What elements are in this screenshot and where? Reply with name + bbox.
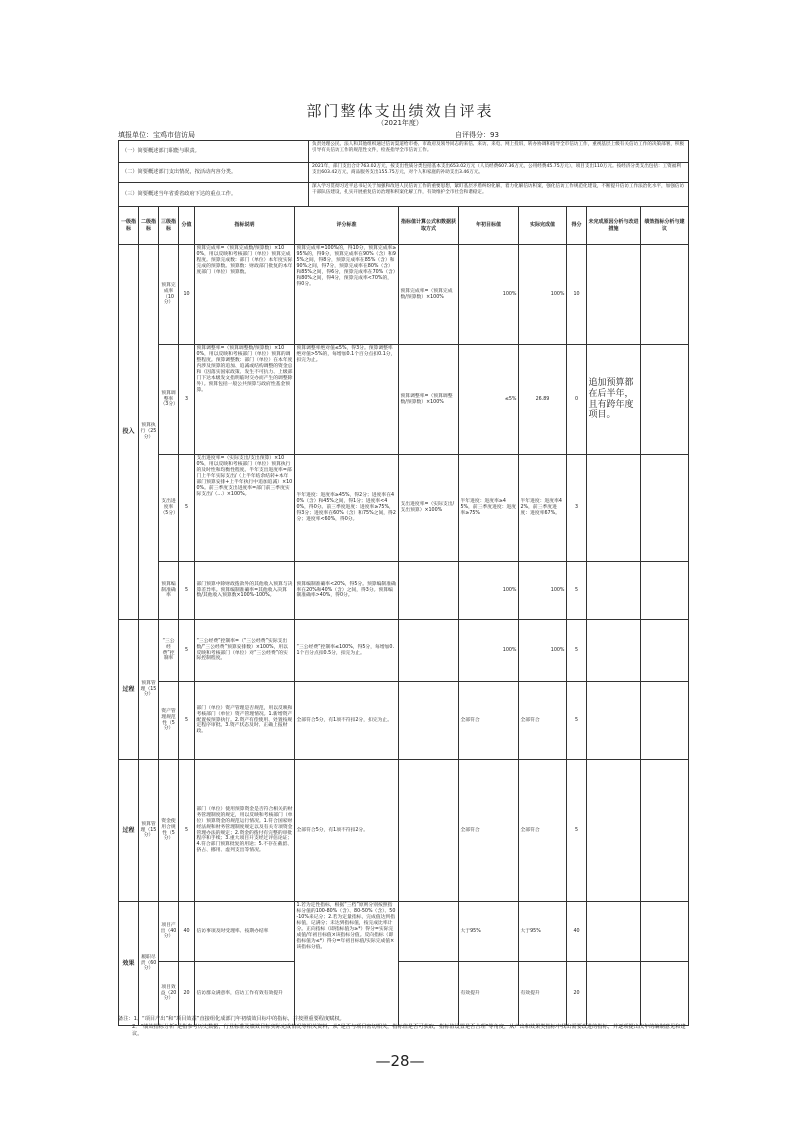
l3-cell: 项目产出（40分） xyxy=(159,902,179,962)
l1-cell-process: 过程 xyxy=(119,620,139,760)
l3-cell: “三公经费”控制率 xyxy=(159,620,179,682)
l2-cell-budget-mgmt-2: 预算管理（15分） xyxy=(139,760,159,902)
table-row xyxy=(119,245,689,345)
actual-cell: 全部符合 xyxy=(519,760,567,902)
score-cell: 5 xyxy=(179,562,195,620)
desc-cell: 预算调整率=（预算调整数/预算数）×100%，用以反映和考核部门（单位）预算的调整程度。预算调整数：部门（单位）在本年度内涉及预算的追加、追减或结构调整的资金总和（因落实国家政策、发生不可抗力、上级部门下达本级发文指明临时交办而产生的调整除外）。预算包括一般公共预算与政府性基金预算。 xyxy=(195,345,295,455)
desc-cell: “三公经费”控制率=（“三公经费”实际支出数/“三公经费”预算安排数）×100%，用以反映和考核部门（单位）对“三公经费”的实际控制程度。 xyxy=(195,620,295,682)
target-cell: 大于95% xyxy=(459,902,519,962)
l1-cell-process-2: 过程 xyxy=(119,760,139,902)
formula-cell xyxy=(399,902,459,962)
suggest-cell xyxy=(641,345,689,455)
got-cell: 5 xyxy=(567,760,587,902)
criteria-cell: 全部符合5分，有1项不符扣2分，扣完为止。 xyxy=(295,682,399,760)
unit-label: 填报单位：宝鸡市信访局 xyxy=(118,131,195,139)
got-cell: 5 xyxy=(567,620,587,682)
intro-answer: 负责处理公民、法人和其他组织通过信访渠道给市委、市政府及领导同志的来信、来访、来电、网上投诉，转办协调和指导全市信访工作，重视基层上级有关信访工作的决策部署，积极引导有关信访工作的规范性文件，检查指导全市信访工作。 xyxy=(309,141,689,163)
criteria-cell: “三公经费”控制率≤100%，得5分，每增加0.1个百分点扣0.5分，扣完为止。 xyxy=(295,620,399,682)
suggest-cell xyxy=(641,902,689,962)
reason-cell xyxy=(587,455,641,562)
reason-cell: 追加预算都在后半年，且有跨年度项目。 xyxy=(587,345,641,455)
footnote-2: 2．“绩效指标分析”是指参考历史数据，行业标准及绩效目标实际完成情况等相关资料，从“是否与项目密切相关，指标值是否可获取，指标值设置是否合理”等角度，从产出和效果类指标中找出需要改进的指标，并逐项提出次年的编制意见和建议。 xyxy=(132,1023,686,1038)
got-cell: 10 xyxy=(567,245,587,345)
reason-cell xyxy=(587,760,641,902)
target-cell: 全部符合 xyxy=(459,682,519,760)
score-cell: 10 xyxy=(179,245,195,345)
col-header-desc: 指标说明 xyxy=(195,207,295,245)
page-number: —28— xyxy=(375,1052,425,1070)
evaluation-table xyxy=(118,206,689,1026)
reason-cell xyxy=(587,245,641,345)
reason-cell xyxy=(587,682,641,760)
table-row xyxy=(119,682,689,760)
desc-cell: 信访群众满意率，信访工作有效有效提升 xyxy=(195,962,295,1026)
suggest-cell xyxy=(641,455,689,562)
formula-cell: 预算调整率=（预算调整数/预算数）×100% xyxy=(399,345,459,455)
table-row xyxy=(119,760,689,902)
got-cell: 5 xyxy=(567,682,587,760)
got-cell: 5 xyxy=(567,562,587,620)
score-label: 自评得分：93 xyxy=(455,131,499,139)
target-cell: 100% xyxy=(459,245,519,345)
table-header-row xyxy=(119,207,689,245)
l1-cell-input: 投入 xyxy=(119,245,139,620)
l2-cell-budget-mgmt: 预算管理（15分） xyxy=(139,620,159,760)
got-cell: 40 xyxy=(567,902,587,962)
score-cell: 5 xyxy=(179,620,195,682)
actual-cell: 大于95% xyxy=(519,902,567,962)
l3-cell: 资产管理规范性（5分） xyxy=(159,682,179,760)
desc-cell: 预算完成率=（预算完成数/预算数）×100%，用以反映和考核部门（单位）预算完成程度。预算完成数：部门（单位）本年度实际完成的预算数。预算数：财政部门批复的本年度部门（单位）预算数。 xyxy=(195,245,295,345)
l3-cell: 资金使用合规性（5分） xyxy=(159,760,179,902)
col-header-l1: 一级指标 xyxy=(119,207,139,245)
criteria-cell: 预算编制准确率<20%，得5分。预算编制准确率在20%和40%（含）之间，得3分。预算编制准确率>40%，得0分。 xyxy=(295,562,399,620)
got-cell: 20 xyxy=(567,962,587,1026)
suggest-cell xyxy=(641,682,689,760)
table-row xyxy=(119,455,689,562)
suggest-cell xyxy=(641,620,689,682)
col-header-score: 分值 xyxy=(179,207,195,245)
target-cell: 全部符合 xyxy=(459,760,519,902)
table-row xyxy=(119,902,689,962)
score-cell: 40 xyxy=(179,902,195,962)
criteria-cell: 1.若为定性指标，根据“三档”原则分别按照指标分值的100-80%（含）、80-50%（含）、50-10%来记分；2.若为定量指标，完成值达到指标值，记满分；未达到指标值，按完成比率计分。正向指标（即指标值为≥*）得分=实际完成值/年初目标值×该指标分值。反向指标（即指标值为≤*）得分=年初目标值/实际完成值×该指标分值。 xyxy=(295,902,399,1026)
intro-row xyxy=(119,141,689,163)
l2-cell-duty: 履职尽责（60分） xyxy=(139,902,159,1026)
col-header-got: 得分 xyxy=(567,207,587,245)
col-header-criteria: 评分标准 xyxy=(295,207,399,245)
criteria-cell: 预算调整率绝对值≤5%，得3分。预算调整率绝对值>5%的，每增加0.1个百分点扣0.1分，扣完为止。 xyxy=(295,345,399,455)
score-cell: 5 xyxy=(179,455,195,562)
formula-cell: 支出进度率=（实际支出/支出预算）×100% xyxy=(399,455,459,562)
col-header-target: 年初目标值 xyxy=(459,207,519,245)
doc-subtitle: （2021年度） xyxy=(377,119,423,127)
actual-cell: 全部符合 xyxy=(519,682,567,760)
score-cell: 20 xyxy=(179,962,195,1026)
desc-cell: 支出进度率=（实际支出/支出预算）×100%，用以反映和考核部门（单位）预算执行的及时性和均衡性程度。半年支出进度率=部门上半年实际支出/（上半年结余结转+本年部门预算安排+上半年执行中追加追减）×100%。前三季度支出进度率=部门前三季度实际支出/（…）×100%。 xyxy=(195,455,295,562)
l2-cell-budget-exec: 预算执行（25分） xyxy=(139,245,159,620)
table-row xyxy=(119,345,689,455)
target-cell: 100% xyxy=(459,620,519,682)
criteria-cell: 全部符合5分，有1项不符扣2分。 xyxy=(295,760,399,902)
footnote-1: 备注：1．“项目产出”和“项目效益”直接组化成部门年初绩效目标中的指标，并按照重要程度赋权。 xyxy=(118,1016,345,1022)
got-cell: 0 xyxy=(567,345,587,455)
target-cell: 半年进度：进度率≥45%，前三季度进度：进度率≥75% xyxy=(459,455,519,562)
actual-cell: 26.89 xyxy=(519,345,567,455)
actual-cell: 100% xyxy=(519,620,567,682)
suggest-cell xyxy=(641,760,689,902)
formula-cell xyxy=(399,682,459,760)
reason-cell xyxy=(587,620,641,682)
col-header-suggest: 绩效指标分析与建议 xyxy=(641,207,689,245)
l3-cell: 项目效益（20分） xyxy=(159,962,179,1026)
l3-cell: 预算编制准确率 xyxy=(159,562,179,620)
score-cell: 5 xyxy=(179,682,195,760)
target-cell: 有效提升 xyxy=(459,962,519,1026)
col-header-reason: 未完成原因分析与改进措施 xyxy=(587,207,641,245)
score-cell: 3 xyxy=(179,345,195,455)
actual-cell: 100% xyxy=(519,562,567,620)
intro-row xyxy=(119,163,689,183)
table-row xyxy=(119,620,689,682)
reason-cell xyxy=(587,902,641,962)
l3-cell: 支出进度率（5分） xyxy=(159,455,179,562)
desc-cell: 部门预算中除财政拨款外的其他收入预算与决算差异率。预算编制准确率=其他收入决算数/其他收入预算数×100%-100%。 xyxy=(195,562,295,620)
criteria-cell: 预算完成率=100%的，得10分，预算完成率≥95%的，得9分，预算完成率在90%（含）和95%之间，得8分，预算完成率在85%（含）和90%之间，得7分，预算完成率在80%（含）和85%之间，得6分，预算完成率在70%（含）和80%之间，得4分，预算完成率<70%的，得0分。 xyxy=(295,245,399,345)
formula-cell xyxy=(399,562,459,620)
actual-cell: 100% xyxy=(519,245,567,345)
l3-cell: 预算调整率（3分） xyxy=(159,345,179,455)
desc-cell: 部门（单位）使用预算资金是否符合相关的财务管理制度的规定，用以反映和考核部门（单位）预算资金的规范运行情况。1.符合国家财经法规和财务管理制度规定以及有关专项资金管理办法的规定；2.资金的拨付有完整的审批程序和手续；3.重大项目开支经过评估论证；4.符合部门预算批复的用途；5.不存在截留、挤占、挪用、虚列支出等情况。 xyxy=(195,760,295,902)
suggest-cell xyxy=(641,245,689,345)
criteria-cell: 半年进度：进度率≥45%，得2分；进度率在40%（含）和45%之间，得1分；进度率<40%，得0分。前三季度进度：进度率≥75%，得3分；进度率在60%（含）和75%之间，得2分；进度率<60%，得0分。 xyxy=(295,455,399,562)
desc-cell: 信访事项及时受理率、按期办结率 xyxy=(195,902,295,962)
target-cell: ≤5% xyxy=(459,345,519,455)
col-header-l3: 三级指标 xyxy=(159,207,179,245)
got-cell: 3 xyxy=(567,455,587,562)
formula-cell xyxy=(399,760,459,902)
col-header-actual: 实际完成值 xyxy=(519,207,567,245)
table-row xyxy=(119,562,689,620)
intro-answer: 2021年，部门支出合计763.02万元，按支出性质分类包括基本支出653.02万元（人员经费607.36万元，公用经费45.75万元），项目支出110万元。按经济分类支出包括：工资福利支出603.42万元，商品服务支出155.75万元，对个人和家庭的补助支出3.46万元。 xyxy=(309,163,689,183)
intro-table xyxy=(118,140,689,207)
l1-cell-effect: 效果 xyxy=(119,902,139,1026)
col-header-l2: 二级指标 xyxy=(139,207,159,245)
doc-title: 部门整体支出绩效自评表 xyxy=(306,102,494,120)
col-header-formula: 指标值计算公式和数据获取方式 xyxy=(399,207,459,245)
target-cell: 100% xyxy=(459,562,519,620)
intro-row xyxy=(119,183,689,207)
intro-answer: 深入学习贯彻习近平总书记关于加强和改进人民信访工作的重要思想，紧盯基层矛盾纠纷化解，着力化解信访积案，强化信访工作规范化建设，不断提升信访工作法治化水平，加强信访干部队伍建设，扎实开展重复信访治理和积案化解工作，有效维护全市社会和谐稳定。 xyxy=(309,183,689,207)
l3-cell: 预算完成率（10分） xyxy=(159,245,179,345)
footnotes xyxy=(118,1016,688,1039)
desc-cell: 部门（单位）资产管理是否规范，用以反映和考核部门（单位）资产管理情况。1.新增资产配置按预算执行。2.资产有偿使用、处置按规定程序审批。3.资产状态及时、正确上报财政。 xyxy=(195,682,295,760)
formula-cell: 预算完成率=（预算完成数/预算数）×100% xyxy=(399,245,459,345)
intro-question: （三）简要概述当年省委省政府下达的重点工作。 xyxy=(119,183,309,207)
intro-question: （一）简要概述部门职能与职责。 xyxy=(119,141,309,163)
actual-cell: 半年进度：进度率42%，前三季度进度：进度率67%。 xyxy=(519,455,567,562)
formula-cell xyxy=(399,620,459,682)
suggest-cell xyxy=(641,562,689,620)
intro-question: （二）简要概述部门支出情况，按活动内容分类。 xyxy=(119,163,309,183)
score-cell: 5 xyxy=(179,760,195,902)
reason-cell xyxy=(587,562,641,620)
actual-cell: 有效提升 xyxy=(519,962,567,1026)
